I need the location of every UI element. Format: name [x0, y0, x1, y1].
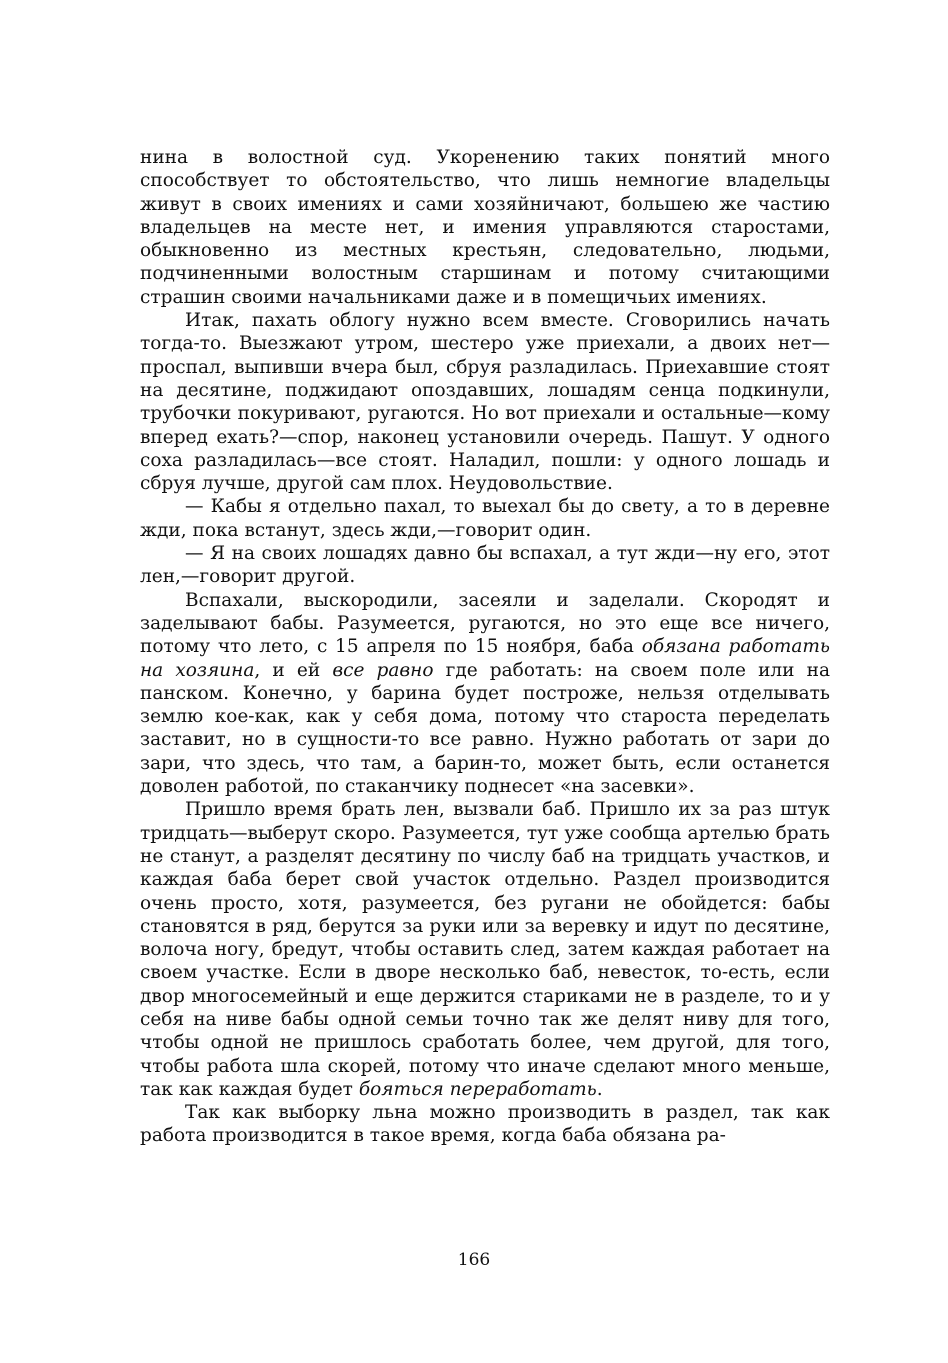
paragraph: [140, 798, 830, 1101]
paragraph: [140, 589, 830, 799]
page-number: 166: [457, 1250, 491, 1270]
text-segment: — Кабы я отдельно пахал, то выехал бы до свету, а то в деревне жди, пока встанут, здесь жди,—говорит один.: [140, 496, 830, 541]
text-segment: где работать: на своем поле или на панском. Конечно, у барина будет построже, нельзя отделывать землю кое-как, как у себя дома, потому что староста переделать заставит, но в сущности-то все равно. Нужно работать от зари до зари, что здесь, что там, а барин-то, может быть, если останется доволен работой, по стаканчику поднесет «на засевки».: [140, 659, 831, 798]
text-segment: Итак, пахать облогу нужно всем вместе. Сговорились начать тогда-то. Выезжают утром, шестеро уже приехали, а двоих нет—проспал, выпивши вчера был, сбруя разладилась. Приехавшие стоят на десятине, поджидают опоздавших, лошадям сенца подкинули, трубочки покуривают, ругаются. Но вот приехали и остальные—кому вперед ехать?—спор, наконец установили очередь. Пашут. У одного соха разладилась—все стоят. Наладил, пошли: у одного лошадь и сбруя лучше, другой сам плох. Неудовольствие.: [140, 310, 830, 495]
paragraph: [140, 146, 830, 309]
paragraph: [140, 309, 830, 495]
paragraph: [140, 1101, 830, 1148]
paragraph: [140, 495, 830, 542]
text-segment: нина в волостной суд. Укоренению таких понятий много способствует то обстоятельство, что лишь немногие владельцы живут в своих имениях и сами хозяйничают, большею же частию владельцев на месте нет, и имения управляются старостами, обыкновенно из местных крестьян, следовательно, людьми, подчиненными волостным старшинам и потому считающими страшин своими начальниками даже и в помещичьих имениях.: [140, 147, 830, 308]
italic-text: обязана работать на хозяина: [140, 636, 830, 681]
paragraph: [140, 542, 830, 589]
text-segment: , и ей: [254, 659, 333, 681]
text-segment: — Я на своих лошадях давно бы вспахал, а тут жди—ну его, этот лен,—говорит другой.: [140, 543, 830, 588]
text-segment: .: [596, 1078, 603, 1100]
italic-text: бояться переработать: [358, 1078, 597, 1100]
body-text: [140, 146, 830, 1148]
text-segment: Пришло время брать лен, вызвали баб. Пришло их за раз штук тридцать—выберут скоро. Разумеется, тут уже сообща артелью брать не станут, а разделят десятину по числу баб на тридцать участков, и каждая баба берет свой участок отдельно. Раздел производится очень просто, хотя, разумеется, без ругани не обойдется: бабы становятся в ряд, берутся за руки или за веревку и идут по десятине, волоча ногу, бредут, чтобы оставить след, затем каждая работает на своем участке. Если в дворе несколько баб, невесток, то-есть, если двор многосемейный и еще держится стариками не в разделе, то и у себя на ниве бабы одной семьи точно так же делят ниву для того, чтобы одной не пришлось сработать более, чем другой, для того, чтобы работа шла скорей, потому что иначе сделают много меньше, так как каждая будет: [140, 799, 830, 1100]
text-segment: Так как выборку льна можно производить в раздел, так как работа производится в такое время, когда баба обязана ра-: [140, 1102, 830, 1147]
text-segment: Вспахали, выскородили, засеяли и заделали. Скородят и заделывают бабы. Разумеется, ругаются, но это еще все ничего, потому что лето, с 15 апреля по 15 ноября, баба: [140, 589, 830, 658]
italic-text: все равно: [332, 659, 434, 681]
